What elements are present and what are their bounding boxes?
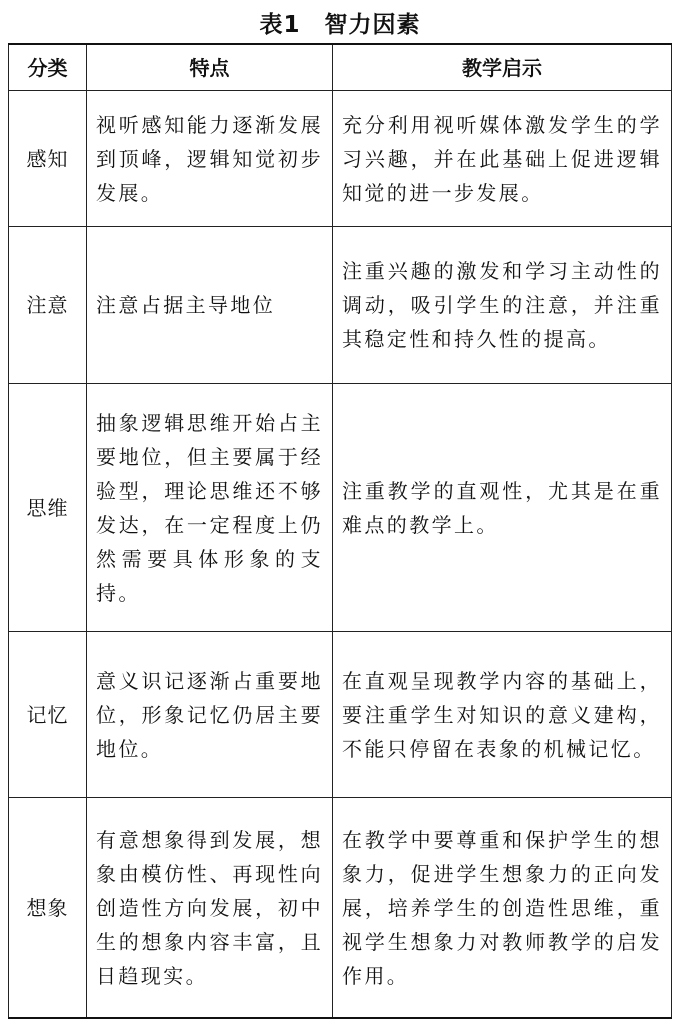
- table-row: [9, 227, 672, 384]
- header-row: [9, 44, 672, 91]
- table-row: [9, 798, 672, 1019]
- feature-cell: 抽象逻辑思维开始占主要地位，但主要属于经验型，理论思维还不够发达，在一定程度上仍然需要具体形象的支持。: [87, 384, 333, 632]
- category-cell: 思维: [9, 384, 87, 632]
- implication-cell: 充分利用视听媒体激发学生的学习兴趣，并在此基础上促进逻辑知觉的进一步发展。: [333, 91, 672, 227]
- table-row: [9, 384, 672, 632]
- table-row: [9, 632, 672, 798]
- table-caption: 智力因素: [324, 12, 421, 38]
- category-cell: 想象: [9, 798, 87, 1019]
- header-feature: 特点: [87, 44, 333, 91]
- feature-cell: 注意占据主导地位: [87, 227, 333, 384]
- table-title: [0, 6, 680, 40]
- implication-cell: 在教学中要尊重和保护学生的想象力，促进学生想象力的正向发展，培养学生的创造性思维，重视学生想象力对教师教学的启发作用。: [333, 798, 672, 1019]
- feature-cell: 有意想象得到发展，想象由模仿性、再现性向创造性方向发展，初中生的想象内容丰富，且日趋现实。: [87, 798, 333, 1019]
- implication-cell: 在直观呈现教学内容的基础上，要注重学生对知识的意义建构，不能只停留在表象的机械记忆。: [333, 632, 672, 798]
- feature-cell: 视听感知能力逐渐发展到顶峰，逻辑知觉初步发展。: [87, 91, 333, 227]
- feature-cell: 意义识记逐渐占重要地位，形象记忆仍居主要地位。: [87, 632, 333, 798]
- intelligence-factors-table: [8, 43, 672, 1019]
- table-number: 表1: [259, 12, 301, 38]
- category-cell: 感知: [9, 91, 87, 227]
- implication-cell: 注重兴趣的激发和学习主动性的调动，吸引学生的注意，并注重其稳定性和持久性的提高。: [333, 227, 672, 384]
- implication-cell: 注重教学的直观性，尤其是在重难点的教学上。: [333, 384, 672, 632]
- header-category: 分类: [9, 44, 87, 91]
- header-implication: 教学启示: [333, 44, 672, 91]
- category-cell: 记忆: [9, 632, 87, 798]
- table-row: [9, 91, 672, 227]
- category-cell: 注意: [9, 227, 87, 384]
